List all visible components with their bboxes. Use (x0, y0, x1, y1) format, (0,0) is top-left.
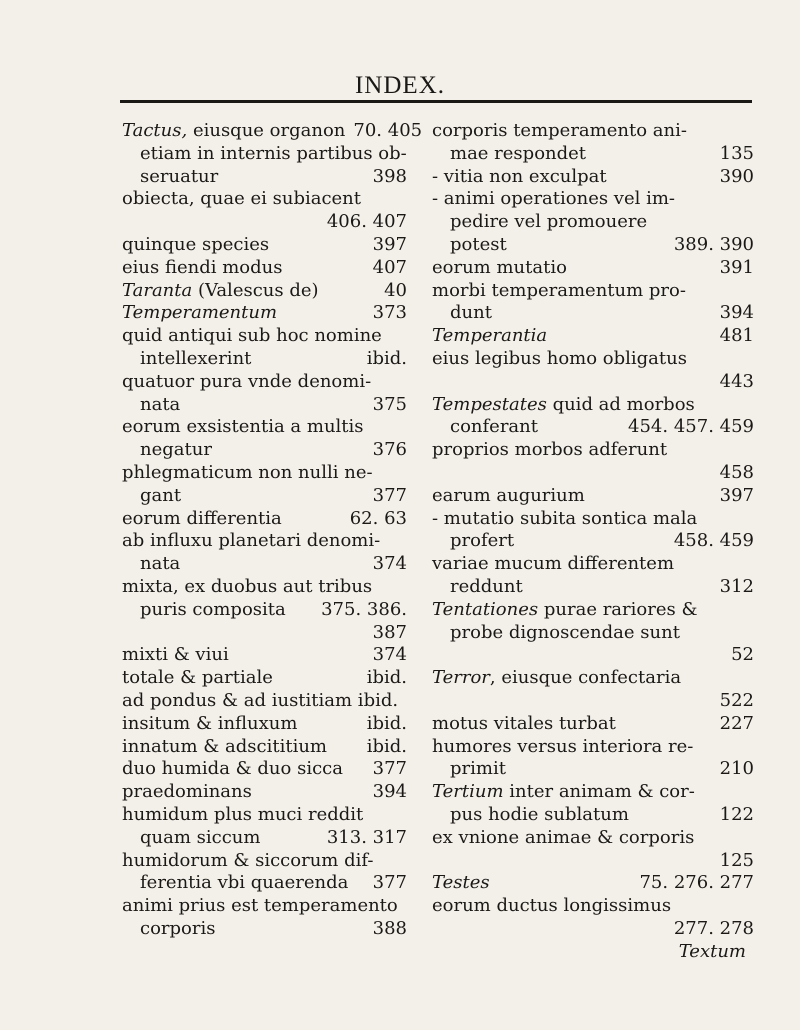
index-entry (122, 257, 407, 280)
entry-body: mae respondet (450, 142, 587, 164)
entry-body: conferant (450, 416, 538, 438)
entry-body: duo humida & duo sicca (122, 758, 343, 780)
page-reference: 376 (372, 439, 407, 461)
entry-text (450, 416, 538, 439)
index-entry (122, 280, 407, 303)
index-entry (432, 508, 754, 554)
entry-text (432, 348, 687, 371)
entry-line (122, 553, 407, 576)
entry-text (122, 234, 269, 257)
entry-body: nata (140, 553, 181, 575)
entry-line (432, 394, 754, 417)
entry-text (140, 166, 218, 189)
page-reference: 227 (719, 712, 754, 734)
entry-line (122, 416, 407, 439)
index-entry (432, 120, 754, 166)
entry-headword: Tempestates (432, 393, 547, 415)
page-reference: 398 (372, 165, 407, 187)
entry-text (122, 690, 398, 713)
page-reference: 374 (372, 553, 407, 575)
entry-line (432, 781, 754, 804)
entry-body: probe dignoscendae sunt (450, 621, 680, 643)
entry-text (432, 508, 697, 531)
entry-text (122, 644, 229, 667)
entry-body: earum augurium (432, 484, 585, 506)
page-reference: 377 (372, 484, 407, 506)
entry-text (122, 895, 398, 918)
entry-body: profert (450, 530, 515, 552)
entry-line (432, 690, 754, 713)
page-reference: 125 (719, 849, 754, 871)
entry-line (432, 348, 754, 371)
entry-headword: Temperantia (432, 325, 548, 347)
entry-text (140, 872, 348, 895)
index-entry (432, 895, 754, 941)
page-reference: 391 (719, 256, 754, 278)
entry-line (432, 872, 754, 895)
entry-line (122, 827, 407, 850)
index-entry (432, 736, 754, 782)
entry-body: humores versus interiora re- (432, 735, 694, 757)
page-reference: 443 (719, 370, 754, 392)
entry-body: mixti & viui (122, 644, 229, 666)
entry-body: eius fiendi modus (122, 256, 283, 278)
entry-text (432, 394, 695, 417)
entry-line (122, 758, 407, 781)
entry-body: seruatur (140, 165, 219, 187)
page-reference: 406. 407 (326, 211, 407, 233)
entry-line (122, 211, 407, 234)
entry-text (432, 781, 695, 804)
entry-line (432, 758, 754, 781)
entry-line (432, 576, 754, 599)
entry-body: eiusque organon (187, 120, 346, 141)
entry-body: pus hodie sublatum (450, 803, 629, 825)
entry-line (122, 644, 407, 667)
entry-text (140, 348, 251, 371)
entry-line (122, 918, 407, 941)
index-entry (122, 781, 407, 804)
index-entry (122, 736, 407, 759)
entry-text (122, 371, 371, 394)
entry-line (432, 325, 754, 348)
entry-body: eorum exsistentia a multis (122, 416, 364, 438)
entry-text (122, 781, 252, 804)
entry-text (450, 576, 523, 599)
entry-body: corporis temperamento ani- (432, 120, 687, 141)
entry-line (122, 713, 407, 736)
entry-headword: Testes (432, 872, 490, 894)
entry-line (122, 257, 407, 280)
entry-line (432, 371, 754, 394)
entry-body: mixta, ex duobus aut tribus (122, 575, 373, 597)
entry-line (432, 644, 754, 667)
entry-text (122, 667, 273, 690)
entry-text (122, 416, 364, 439)
entry-line (432, 166, 754, 189)
entry-text (140, 394, 180, 417)
entry-body: humidum plus muci reddit (122, 803, 364, 825)
entry-line (432, 280, 754, 303)
entry-text (432, 280, 686, 303)
entry-body: dunt (450, 302, 492, 324)
index-entry (122, 120, 423, 188)
index-entry (122, 895, 407, 941)
entry-body: ferentia vbi quaerenda (140, 872, 349, 894)
entry-body: animi prius est temperamento (122, 895, 398, 917)
entry-line (432, 188, 754, 211)
entry-line (432, 736, 754, 759)
index-entry (432, 439, 754, 485)
entry-line (432, 257, 754, 280)
page-reference: ibid. (366, 667, 407, 689)
entry-body: reddunt (450, 575, 523, 597)
entry-text (450, 302, 492, 325)
index-entry (122, 804, 407, 850)
entry-line (122, 166, 407, 189)
entry-text (140, 553, 180, 576)
entry-body: , eiusque confectaria (489, 667, 682, 689)
entry-body: eius legibus homo obligatus (432, 347, 687, 369)
entry-line (432, 439, 754, 462)
page-reference: 312 (719, 575, 754, 597)
entry-line (122, 895, 407, 918)
entry-body: gant (140, 484, 182, 506)
entry-line (122, 302, 407, 325)
entry-line (432, 143, 754, 166)
index-entry (432, 485, 754, 508)
entry-line (432, 918, 754, 941)
entry-text (432, 553, 674, 576)
page-reference: 277. 278 (673, 917, 754, 939)
page-reference: 375. 386. (321, 598, 407, 620)
entry-body: morbi temperamentum pro- (432, 279, 686, 301)
entry-body: pedire vel promouere (450, 211, 648, 233)
entry-body: ab influxu planetari denomi- (122, 530, 381, 552)
entry-text (140, 918, 215, 941)
entry-body: quam siccum (140, 826, 261, 848)
entry-line (122, 508, 407, 531)
entry-body: innatum & adscititium (122, 735, 328, 757)
entry-body: totale & partiale (122, 667, 273, 689)
page-reference: 122 (719, 803, 754, 825)
entry-headword: Temperamentum (122, 302, 278, 324)
entry-text (450, 758, 506, 781)
index-entry (432, 553, 754, 599)
entry-text (432, 120, 687, 143)
page-reference: 389. 390 (673, 233, 754, 255)
page-reference: 407 (372, 256, 407, 278)
page-reference: 313. 317 (326, 826, 407, 848)
entry-body: intellexerint (140, 347, 252, 369)
entry-body: phlegmaticum non nulli ne- (122, 461, 373, 483)
page-reference: ibid. (366, 712, 407, 734)
entry-line (122, 188, 407, 211)
entry-text (432, 599, 697, 622)
entry-text (432, 257, 567, 280)
entry-text (432, 325, 547, 348)
entry-line (432, 211, 754, 234)
entry-line (432, 599, 754, 622)
entry-line (432, 713, 754, 736)
entry-line (122, 371, 407, 394)
right-column (432, 120, 754, 963)
entry-line (432, 530, 754, 553)
entry-text (140, 827, 260, 850)
page-reference: ibid. (366, 347, 407, 369)
entry-text (450, 622, 680, 645)
entry-line (122, 736, 407, 759)
page-reference: 397 (372, 233, 407, 255)
page-reference: 458. 459 (673, 530, 754, 552)
page-reference: 377 (372, 872, 407, 894)
entry-body: quatuor pura vnde denomi- (122, 370, 372, 392)
entry-text (450, 211, 647, 234)
entry-body: eorum differentia (122, 507, 282, 529)
entry-line (122, 485, 407, 508)
page-reference: 388 (372, 917, 407, 939)
entry-text (140, 439, 212, 462)
entry-text (450, 143, 586, 166)
index-entry (432, 713, 754, 736)
entry-text (432, 667, 681, 690)
entry-line (432, 622, 754, 645)
entry-headword: Terror (432, 667, 490, 689)
page-reference: 522 (719, 689, 754, 711)
entry-body: ex vnione animae & corporis (432, 826, 695, 848)
entry-headword: Tertium (432, 781, 504, 803)
entry-line (432, 120, 754, 143)
entry-line (122, 143, 407, 166)
index-entry (122, 508, 407, 531)
header-rule (120, 100, 752, 103)
entry-line (432, 804, 754, 827)
page-reference: 481 (719, 325, 754, 347)
page-reference: 40 (384, 279, 407, 301)
entry-body: motus vitales turbat (432, 712, 616, 734)
index-entry (122, 416, 407, 462)
entry-headword: Tactus, (122, 120, 188, 141)
entry-text (432, 713, 616, 736)
index-entry (122, 576, 407, 644)
entry-text (122, 850, 373, 873)
entry-text (432, 166, 607, 189)
page-reference: 390 (719, 165, 754, 187)
page-reference: 458 (719, 461, 754, 483)
entry-headword: Taranta (122, 279, 193, 301)
entry-body: insitum & influxum (122, 712, 298, 734)
index-entry (122, 690, 407, 713)
entry-body: humidorum & siccorum dif- (122, 849, 374, 871)
entry-text (122, 302, 277, 325)
entry-text (122, 120, 345, 143)
entry-body: quid antiqui sub hoc nomine (122, 325, 382, 347)
page-reference: 377 (372, 758, 407, 780)
index-entry (432, 781, 754, 827)
entry-line (122, 622, 407, 645)
entry-body: obiecta, quae ei subiacent (122, 188, 362, 210)
page-reference: 210 (719, 758, 754, 780)
entry-line (122, 690, 407, 713)
entry-line (122, 462, 407, 485)
index-entry (122, 325, 407, 371)
entry-line (122, 325, 407, 348)
entry-line (122, 850, 407, 873)
entry-line (122, 530, 407, 553)
entry-body: proprios morbos adferunt (432, 439, 668, 461)
entry-body: etiam in internis partibus ob- (140, 142, 407, 164)
entry-text (432, 827, 694, 850)
entry-text (122, 713, 297, 736)
entry-text (140, 599, 286, 622)
entry-text (122, 736, 327, 759)
entry-line (122, 120, 423, 143)
index-entry (122, 850, 407, 896)
entry-body: potest (450, 233, 507, 255)
entry-body: praedominans (122, 781, 252, 803)
entry-text (122, 576, 372, 599)
index-entry (122, 713, 407, 736)
index-entry (122, 371, 407, 417)
index-entry (432, 599, 754, 667)
entry-text (450, 234, 507, 257)
page-reference: 373 (372, 302, 407, 324)
entry-text (450, 530, 514, 553)
entry-text (122, 462, 373, 485)
index-entry (122, 530, 407, 576)
entry-text (432, 188, 675, 211)
entry-body: corporis (140, 917, 216, 939)
entry-line (432, 667, 754, 690)
entry-line (122, 280, 407, 303)
entry-text (450, 804, 629, 827)
entry-text (122, 508, 282, 531)
index-entry (122, 644, 407, 667)
entry-line (122, 599, 407, 622)
entry-line (122, 576, 407, 599)
entry-body: (Valescus de) (192, 279, 319, 301)
entry-body: nata (140, 393, 181, 415)
entry-body: eorum mutatio (432, 256, 567, 278)
page-reference: 387 (372, 621, 407, 643)
entry-line (432, 485, 754, 508)
entry-line (122, 872, 407, 895)
entry-text (432, 485, 585, 508)
index-entry (432, 872, 754, 895)
entry-body: puris composita (140, 598, 286, 620)
entry-line (122, 804, 407, 827)
entry-line (122, 348, 407, 371)
entry-text (432, 736, 693, 759)
entry-body: ad pondus & ad iustitiam ibid. (122, 689, 399, 711)
left-column (122, 120, 423, 941)
index-entry (432, 667, 754, 713)
index-entry (122, 758, 407, 781)
entry-body: primit (450, 758, 506, 780)
entry-body: - mutatio subita sontica mala (432, 507, 698, 529)
entry-line (432, 508, 754, 531)
entry-body: variae mucum differentem (432, 553, 675, 575)
page-reference: ibid. (366, 735, 407, 757)
page-reference: 454. 457. 459 (628, 416, 754, 438)
index-entry (432, 188, 754, 256)
entry-text (122, 257, 282, 280)
index-entry (122, 302, 407, 325)
entry-line (122, 781, 407, 804)
entry-line (432, 416, 754, 439)
index-entry (432, 394, 754, 440)
entry-body: - vitia non exculpat (432, 165, 607, 187)
entry-line (432, 850, 754, 873)
page-reference: 135 (719, 142, 754, 164)
entry-body: quid ad morbos (546, 393, 695, 415)
page-reference: 375 (372, 393, 407, 415)
entry-text (432, 439, 667, 462)
index-entry (432, 166, 754, 189)
entry-line (122, 234, 407, 257)
index-entry (122, 667, 407, 690)
entry-text (122, 188, 361, 211)
page-reference: 394 (372, 781, 407, 803)
entry-body: inter animam & cor- (503, 781, 695, 803)
entry-text (140, 485, 181, 508)
entry-text (122, 530, 380, 553)
entry-text (122, 758, 343, 781)
entry-line (122, 667, 407, 690)
entry-line (432, 234, 754, 257)
entry-body: - animi operationes vel im- (432, 188, 676, 210)
entry-text (140, 143, 407, 166)
page-reference: 397 (719, 484, 754, 506)
entry-body: quinque species (122, 233, 270, 255)
page-reference: 52 (731, 644, 754, 666)
index-entry (432, 348, 754, 394)
entry-line (432, 895, 754, 918)
entry-text (122, 804, 363, 827)
entry-line (432, 553, 754, 576)
page-reference: 394 (719, 302, 754, 324)
running-head: INDEX. (354, 72, 445, 99)
page-reference: 62. 63 (349, 507, 407, 529)
entry-body: purae rariores & (538, 598, 698, 620)
index-entry (432, 325, 754, 348)
index-entry (432, 257, 754, 280)
entry-headword: Tentationes (432, 598, 539, 620)
index-entry (432, 827, 754, 873)
entry-text (122, 280, 319, 303)
index-entry (122, 188, 407, 234)
entry-line (432, 827, 754, 850)
entry-line (122, 394, 407, 417)
page-reference: 374 (372, 644, 407, 666)
page-reference: 70. 405 (353, 120, 423, 141)
index-entry (432, 280, 754, 326)
entry-line (122, 439, 407, 462)
index-entry (122, 462, 407, 508)
index-entry (122, 234, 407, 257)
entry-body: negatur (140, 439, 212, 461)
entry-body: eorum ductus longissimus (432, 895, 672, 917)
page-reference: 75. 276. 277 (639, 872, 754, 894)
entry-text (432, 872, 490, 895)
entry-line (432, 302, 754, 325)
entry-line (432, 462, 754, 485)
entry-text (122, 325, 382, 348)
catchword: Textum (678, 940, 746, 962)
entry-text (432, 895, 671, 918)
